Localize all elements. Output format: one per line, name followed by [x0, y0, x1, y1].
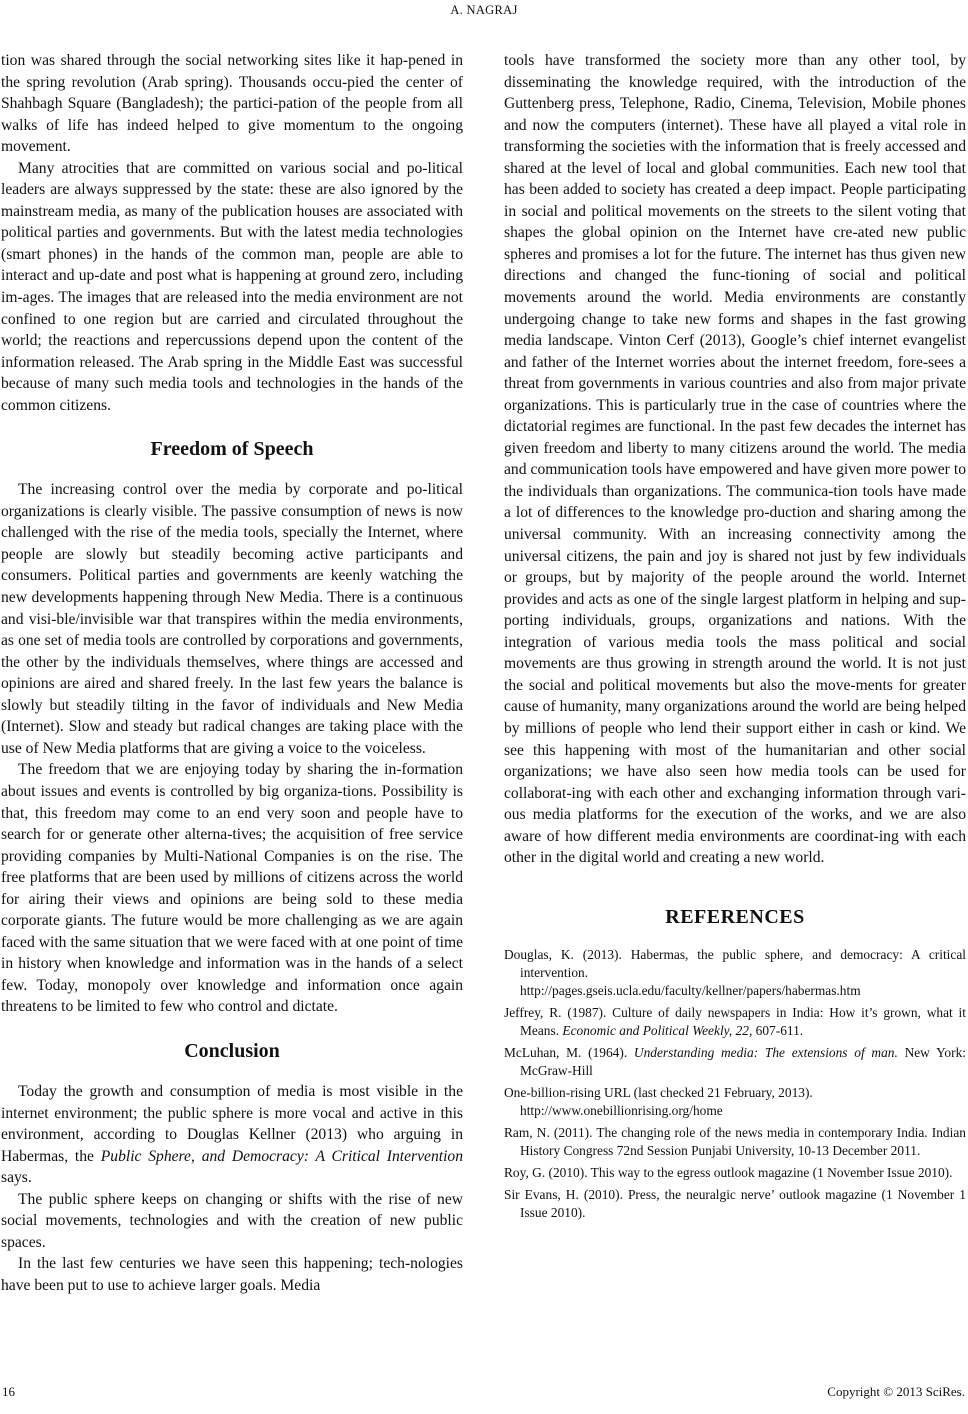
italic-title: Public Sphere — [100, 1147, 191, 1165]
body-paragraph: Many atrocities that are committed on various social and po-litical leaders are always suppressed by the state: these are also ignored by the mainstream media, as many of the publication houses are associated with political parties and governments. But with the latest media technologies (smart phones) in the hands of the common man, people are able to interact and up-date and post what is happening at ground zero, including im-ages. The images that are released into the media environment are not confined to one region but are carried and circulated throughout the world; the reactions and repercussions depend upon the content of the information released. The Arab spring in the Middle East was successful because of many such media tools and technologies in the hands of the common citizens. — [1, 159, 463, 414]
section-heading-freedom-of-speech: Freedom of Speech — [150, 438, 314, 461]
reference-item — [504, 1044, 966, 1080]
reference-item — [504, 1164, 966, 1182]
reference-text: Ram, N. (2011). The changing role of the news media in contemporary India. Indian History Congress 72nd Session Punjabi University, 10-13 December 2011. — [504, 1124, 966, 1158]
section-heading-conclusion: Conclusion — [184, 1039, 280, 1062]
reference-title: Understanding media: The extensions of man. — [633, 1044, 898, 1060]
page-number: 16 — [2, 1384, 15, 1399]
references-heading: REFERENCES — [665, 905, 805, 928]
reference-item — [504, 1004, 966, 1040]
reference-item — [504, 1124, 966, 1160]
reference-journal: Economic and Political Weekly, 22, — [562, 1022, 753, 1038]
reference-text: New York: McGraw-Hill — [520, 1044, 966, 1078]
italic-title: and Democracy: A Critical Intervention — [201, 1147, 464, 1165]
reference-text: 607-611. — [752, 1022, 804, 1038]
copyright-notice: Copyright © 2013 SciRes. — [827, 1384, 965, 1399]
body-paragraph: tools have transformed the society more than any other tool, by disseminating the knowledge required, with the introduction of the Guttenberg press, Telephone, Radio, Cinema, Television, Mobile phones and now the computers (internet). These have all played a vital role in transforming the societies with the information that is freely accessed and shared at the level of local and global communities. Each new tool that has been added to society has created a deep impact. People participating in social and political movements on the streets to the silent voting that shapes the global opinion on the Internet have cre-ated new public spheres and promises a lot for the future. The internet has thus given new directions and changed the func-tioning of social and political movements around the world. Media environments are constantly undergoing change to take new forms and shapes in the fast growing media landscape. Vinton Cerf (2013), Google’s chief internet evangelist and father of the Internet worries about the internet freedom, fore-sees a threat from governments in various countries and also from major private organizations. This is particularly true in the case of countries where the dictatorial regimes are functional. In the past few decades the internet has given freedom and liberty to many citizens around the world. The media and communication tools have empowered and have given more power to the individuals than organizations. The communica-tion tools have made a lot of differences to the knowledge pro-duction and sharing among the universal community. With an increasing connectivity among the universal citizens, the pain and joy is shared not just by few individuals or groups, but by majority of the people around the world. Internet provides and acts as one of the single largest platform in helping and sup-porting individuals, groups, organizations and nations. With the integration of various media tools the mass political and social movements are thus growing in strength around the world. It is not just the social and political movements but also the move-ments for greater cause of humanity, many organizations around the world are being helped by millions of people who lend their support either in cash or kind. We see this happening with most of the humanitarian and other social organizations; we have also seen how media tools can be used for collaborat-ing with each other and exchanging information through vari-ous media platforms for the execution of the works, and we are also aware of how different media environments are coordinat-ing with each other in the digital world and creating a new world. — [504, 52, 966, 867]
reference-url: http://pages.gseis.ucla.edu/faculty/kellner/papers/habermas.htm — [520, 982, 861, 998]
left-column — [1, 50, 463, 1296]
text-run: says. — [1, 1169, 32, 1187]
reference-text: One-billion-rising URL (last checked 21 February, 2013). — [504, 1084, 813, 1100]
body-paragraph: The increasing control over the media by corporate and po-litical organizations is clearly visible. The passive consumption of news is now challenged with the rise of the media tools, specially the Internet, where people are slowly but steadily becoming active participants and consumers. Political parties and governments are keenly watching the new developments happening through New Media. There is a continuous and visi-ble/invisible war that transpires within the media environments, as one set of media tools are controlled by corporations and governments, the other by the individuals themselves, where things are accessed and opinions are aired and shared freely. In the last few years the balance is slowly but steadily tilting in the favor of individuals and New Media (Internet). Slow and steady but radical changes are taking place with the use of New Media platforms that are giving a voice to the voiceless. — [1, 481, 463, 757]
reference-text: Sir Evans, H. (2010). Press, the neuralgic nerve’ outlook magazine (1 November 1 Issue 2010). — [504, 1186, 966, 1220]
body-paragraph: In the last few centuries we have seen this happening; tech-nologies have been put to use to achieve larger goals. Media — [1, 1255, 463, 1294]
reference-text: McLuhan, M. (1964). — [504, 1044, 634, 1060]
reference-text: Roy, G. (2010). This way to the egress outlook magazine (1 November Issue 2010). — [504, 1164, 953, 1180]
text-run: , — [190, 1147, 202, 1165]
reference-item — [504, 1186, 966, 1222]
reference-url: http://www.onebillionrising.org/home — [520, 1102, 723, 1118]
body-paragraph: The freedom that we are enjoying today by sharing the in-formation about issues and events is controlled by big organiza-tions. Possibility is that, this freedom may come to an end very soon and people have to search for or generate other alterna-tives; the acquisition of free service providing companies by Multi-National Companies is on the rise. The free platforms that are been used by millions of citizens across the world for airing their views and opinions are being sold to these media corporate giants. The future would be more challenging as we are again faced with the same situation that we were faced with at one point of time in history when knowledge and information was in the hands of a select few. Today, monopoly over knowledge and information once again threatens to be limited to few who control and dictate. — [1, 761, 463, 1016]
right-column — [504, 50, 966, 1226]
text-run: Today the growth and consumption of media is most visible in the internet environment; the public sphere is more vocal and active in this environment, according to Douglas Kellner (2013) who arguing in Habermas, the — [1, 1082, 463, 1165]
body-paragraph: tion was shared through the social networking sites like it hap-pened in the spring revolution (Arab spring). Thousands occu-pied the center of Shahbagh Square (Bangladesh); the partici-pation of the people from all walks of life has indeed helped to give momentum to the ongoing movement. — [1, 52, 463, 156]
running-head: A. NAGRAJ — [450, 3, 518, 17]
reference-item — [504, 946, 966, 1000]
reference-item — [504, 1084, 966, 1120]
reference-text: Jeffrey, R. (1987). Culture of daily newspapers in India: How it’s grown, what it Means. — [504, 1004, 966, 1038]
references-list — [504, 946, 966, 1222]
reference-text: Douglas, K. (2013). Habermas, the public sphere, and democracy: A critical intervention. — [504, 946, 966, 980]
body-paragraph — [1, 1081, 463, 1189]
body-paragraph: The public sphere keeps on changing or shifts with the rise of new social movements, technologies and with the creation of new public spaces. — [1, 1190, 463, 1251]
